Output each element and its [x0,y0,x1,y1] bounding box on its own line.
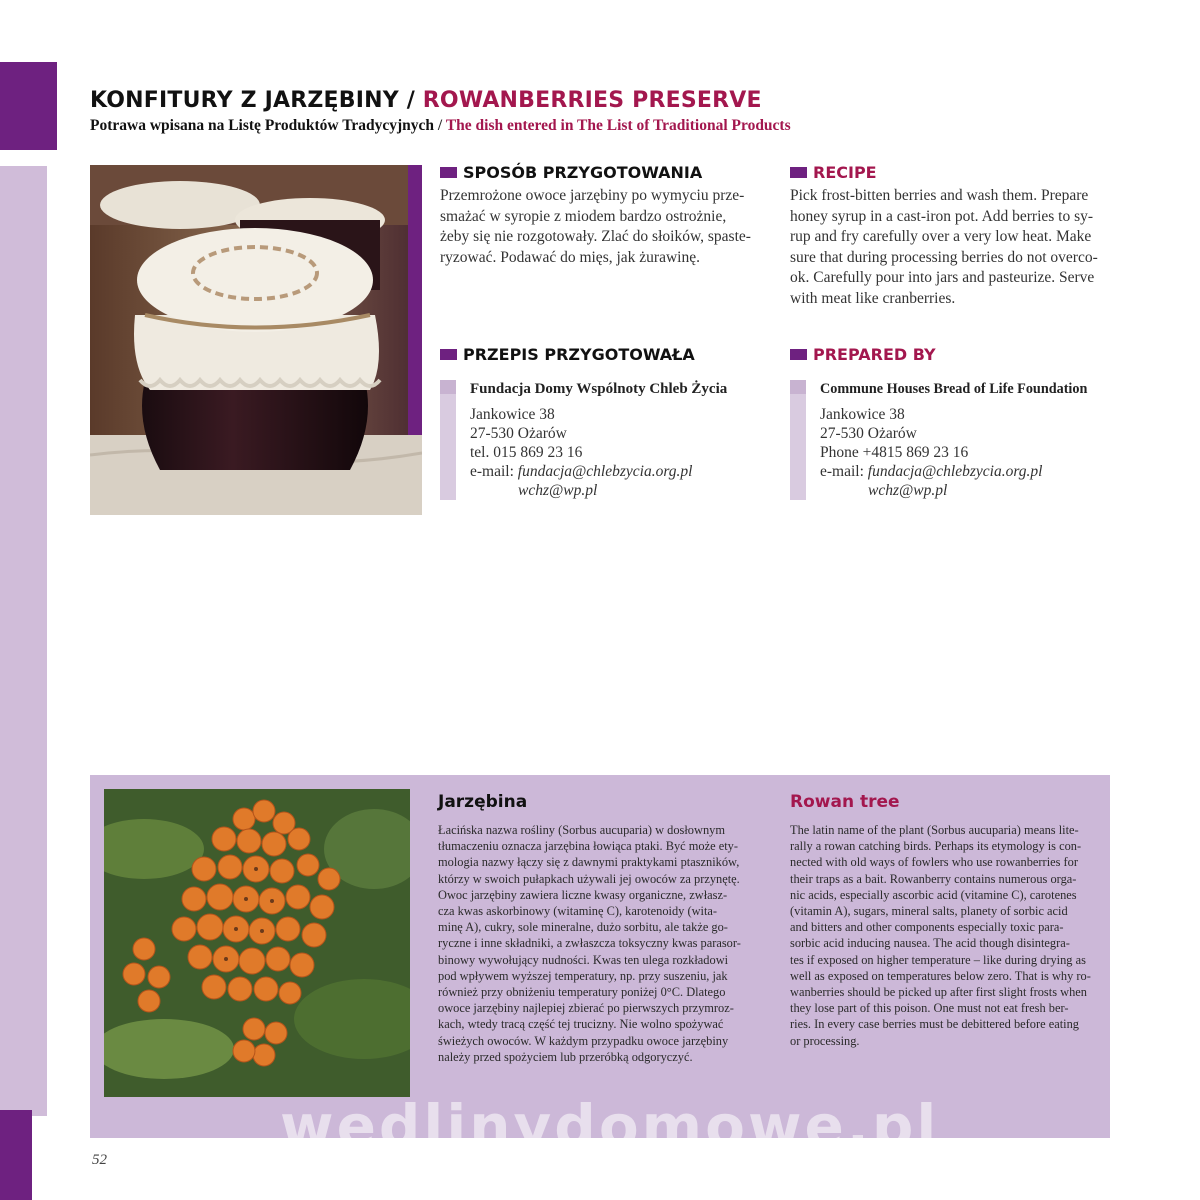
page-number: 52 [92,1152,107,1168]
address-marker-bar [440,380,456,500]
info-text-en [790,822,1092,1049]
title-separator: / [406,88,415,113]
heading-marker [440,349,457,360]
info-heading-en: Rowan tree [790,792,900,812]
text-line: well as exposed on temperatures below zero. That is why ro- [790,968,1091,983]
text-line: żeby się nie rozgotowały. Zlać do słoików, spaste- [440,228,751,245]
subtitle-english: The dish entered in The List of Traditional Products [445,117,791,134]
text-line: pod wpływem wyższej temperatury, np. przy suszeniu, jak [438,968,728,983]
prepared-heading-pl-text: PRZEPIS PRZYGOTOWAŁA [463,345,695,364]
preserve-jar-photo [90,165,422,515]
email-link-secondary[interactable]: wchz@wp.pl [518,482,598,499]
organization-name-pl: Fundacja Domy Wspólnoty Chleb Życia [470,381,728,397]
text-line: należy przed spożyciem lub przeróbką odgoryczyć. [438,1049,693,1064]
email-link-primary[interactable]: fundacja@chlebzycia.org.pl [517,463,693,480]
page-title [90,88,762,113]
heading-marker [790,167,807,178]
prepared-heading-pl [440,345,695,364]
text-line: rup and fry carefully over a very low heat. Make [790,228,1092,245]
info-text-pl [438,822,760,1065]
address-email-row-2 [470,481,692,500]
prepared-heading-en-text: PREPARED BY [813,345,936,364]
method-heading-pl [440,163,702,182]
subtitle-separator: / [437,117,443,134]
recipe-heading-en [790,163,877,182]
jar-illustration [90,165,422,515]
text-line: Przemrożone owoce jarzębiny po wymyciu prze- [440,187,745,204]
rowan-illustration [104,789,410,1097]
address-postal: 27-530 Ożarów [820,425,917,442]
address-email-row [820,462,1042,481]
text-line: smażać w syropie z miodem bardzo ostrożnie, [440,207,727,225]
text-line: nic acids, especially ascorbic acid (vitamine C), carotenes [790,887,1077,902]
rowan-berries-photo [104,789,410,1097]
text-line: kach, wtedy tracą część tej trucizny. Nie wolno spożywać [438,1017,724,1032]
address-phone: Phone +4815 869 23 16 [820,444,969,461]
subtitle-polish: Potrawa wpisana na Listę Produktów Tradycyjnych [90,117,435,134]
text-line: Pick frost-bitten berries and wash them. Prepare [790,187,1089,204]
text-line: honey syrup in a cast-iron pot. Add berries to sy- [790,207,1094,225]
recipe-text-en [790,186,1110,309]
address-marker-top [790,380,806,394]
side-accent-bar-bottom [0,1110,32,1200]
text-line: którzy w swoich pułapkach używali jej owoców za przynętę. [438,871,740,886]
text-line: The latin name of the plant (Sorbus aucuparia) means lite- [790,823,1079,837]
text-line: and bitters and other components especially toxic para- [790,920,1064,935]
address-block-pl [470,405,692,500]
watermark: wedlinydomowe.pl [280,1092,940,1160]
text-line: również przy obniżeniu temperatury poniżej 0°C. Dlatego [438,985,726,1000]
text-line: or processing. [790,1033,860,1048]
text-line: with meat like cranberries. [790,289,956,307]
email-link-secondary[interactable]: wchz@wp.pl [868,482,948,499]
text-line: they lose part of this poison. One must not eat fresh ber- [790,1001,1069,1016]
address-street: Jankowice 38 [470,406,555,423]
page-subtitle [90,117,791,135]
address-marker-top [440,380,456,394]
email-label: e-mail: [820,463,864,480]
address-marker-bar [790,380,806,500]
text-line: ryzować. Podawać do mięs, jak żurawinę. [440,248,700,266]
text-line: (vitamin A), sugars, mineral salts, planety of sorbic acid [790,904,1068,919]
text-line: Owoc jarzębiny zawiera liczne kwasy organiczne, zwłasz- [438,887,728,902]
method-heading-pl-text: SPOSÓB PRZYGOTOWANIA [463,163,703,182]
text-line: ries. In every case berries must be debittered before eating [790,1017,1079,1032]
address-postal: 27-530 Ożarów [470,425,567,442]
recipe-heading-en-text: RECIPE [813,163,877,182]
address-block-en [820,405,1042,500]
info-heading-pl: Jarzębina [438,792,528,812]
title-english: ROWANBERRIES PRESERVE [422,88,762,113]
address-email-row [470,462,692,481]
email-label: e-mail: [470,463,514,480]
text-line: nected with old ways of fowlers who use rowanberries for [790,855,1078,870]
text-line: świeżych owoców. W każdym przypadku owoce jarzębiny [438,1033,729,1048]
text-line: their traps as a bait. Rowanberry contains numerous orga- [790,871,1077,886]
text-line: wanberries should be picked up after first slight frosts when [790,985,1087,1000]
text-line: minę A), cukry, sole mineralne, dużo sorbitu, ale także go- [438,920,728,935]
text-line: Łacińska nazwa rośliny (Sorbus aucuparia) w dosłownym [438,823,725,837]
text-line: sure that during processing berries do not overco- [790,248,1098,266]
prepared-heading-en [790,345,936,364]
text-line: cza kwas askorbinowy (witaminę C), karotenoidy (wita- [438,904,718,919]
text-line: tes if exposed on higher temperature – like during drying as [790,952,1086,967]
address-phone: tel. 015 869 23 16 [470,444,583,461]
text-line: tłumaczeniu oznacza jarzębina łowiąca ptaki. Być może ety- [438,839,738,854]
address-street: Jankowice 38 [820,406,905,423]
email-link-primary[interactable]: fundacja@chlebzycia.org.pl [867,463,1043,480]
text-line: rally a rowan catching birds. Perhaps its etymology is con- [790,839,1082,854]
address-email-row-2 [820,481,1042,500]
organization-name-en: Commune Houses Bread of Life Foundation [820,381,1088,397]
heading-marker [440,167,457,178]
text-line: owoce jarzębiny najlepiej zbierać po pierwszych przymroz- [438,1001,734,1016]
text-line: ryczne i inne składniki, a zwłaszcza toksyczny kwas parasor- [438,936,741,951]
title-polish: KONFITURY Z JARZĘBINY [90,88,399,113]
side-accent-bar [0,166,47,1116]
text-line: binowy wywołujący nudności. Kwas ten ulega rozkładowi [438,952,729,967]
text-line: mologia nazwy łączy się z dawnymi praktykami ptaszników, [438,855,740,870]
method-text-pl [440,186,768,268]
text-line: ok. Carefully pour into jars and pasteurize. Serve [790,269,1095,286]
heading-marker [790,349,807,360]
text-line: sorbic acid inducing nausea. The acid though disintegra- [790,936,1070,951]
side-accent-bar-top [0,62,57,150]
